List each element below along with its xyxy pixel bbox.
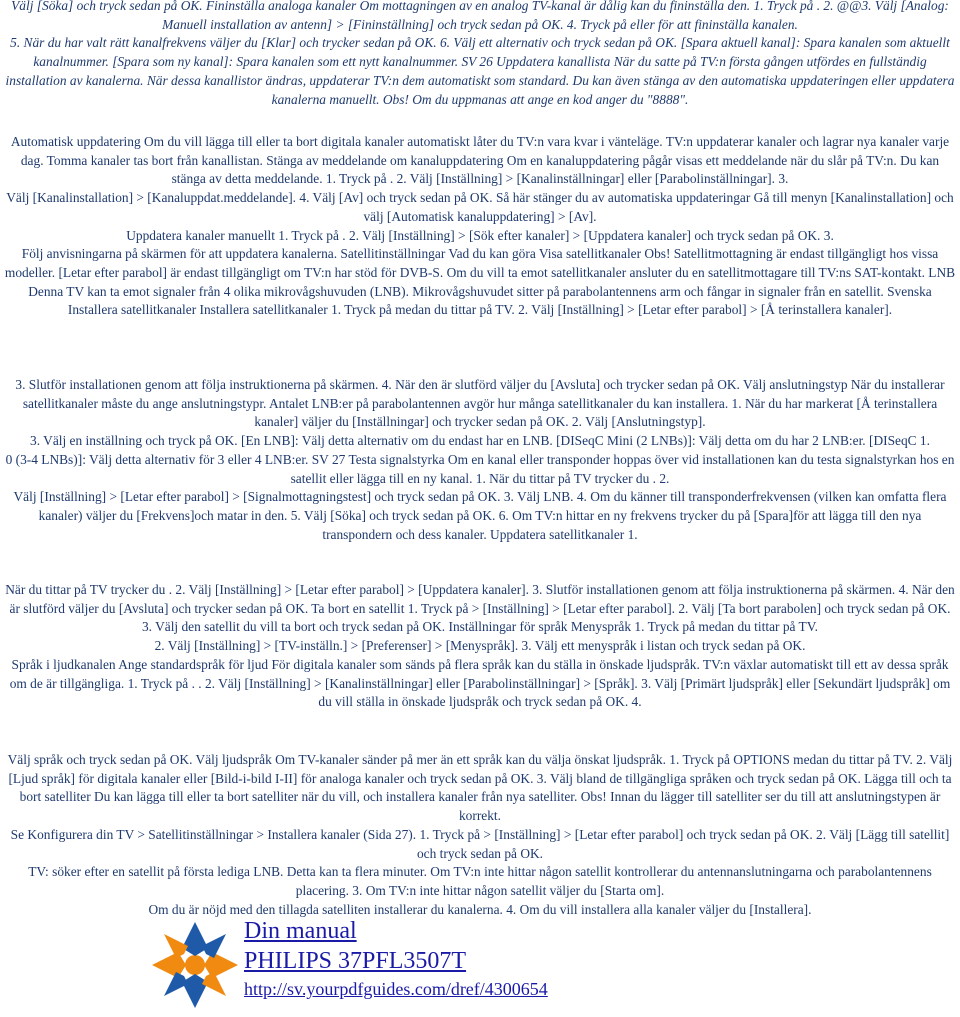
paragraph: Välj [Kanalinstallation] > [Kanaluppdat.meddelande]. 4. Välj [Av] och tryck sedan på OK. Så här stänger du av automatiska uppdateringar Gå till menyn [Kanalinstallation] och välj [Automatisk kanaluppdatering] > [Av]. [6,190,954,224]
section-language-settings [4,581,956,712]
section-connection-type [4,376,956,544]
paragraph: Uppdatera kanaler manuellt 1. Tryck på . 2. Välj [Inställning] > [Sök efter kanaler] > [Uppdatera kanaler] och tryck sedan på OK. 3. [126,227,834,243]
product-link[interactable]: PHILIPS 37PFL3507T [244,948,467,974]
paragraph: Se Konfigurera din TV > Satellitinställningar > Installera kanaler (Sida 27). 1. Tryck på > [Inställning] > [Letar efter parabol] och tryck sedan på OK. 2. Välj [Lägg till satellit] och tryck sedan på OK. [10,826,950,861]
paragraph: När du tittar på TV trycker du . 2. Välj [Inställning] > [Letar efter parabol] > [Uppdatera kanaler]. 3. Slutför installationen genom att följa instruktionerna på skärmen. 4. När den är slutförd väljer du [Avsluta] och trycker sedan på OK. Ta bort en satellit 1. Tryck på > [Inställning] > [Letar efter parabol]. 2. Välj [Ta bort parabolen] och tryck sedan på OK. 3. Välj den satellit du vill ta bort och tryck sedan på OK. Inställningar för språk Menyspråk 1. Tryck på medan du tittar på TV. [5,582,955,635]
paragraph: 3. Välj en inställning och tryck på OK. [En LNB]: Välj detta alternativ om du endast har en LNB. [DISeqC Mini (2 LNBs)]: Välj detta om du har 2 LNB:er. [DISeqC 1. [30,433,930,449]
paragraph: Automatisk uppdatering Om du vill lägga till eller ta bort digitala kanaler automatiskt låter du TV:n vara kvar i vänteläge. TV:n uppdaterar kanaler och lagrar nya kanaler varje dag. Tomma kanaler tas bort från kanallistan. Stänga av meddelande om kanaluppdatering Om en kanaluppdatering pågår visas ett meddelande när du slår på TV:n. Du kan stänga av detta meddelande. 1. Tryck på . 2. Välj [Inställning] > [Kanalinställningar] eller [Parabolinställningar]. 3. [10,134,950,187]
paragraph: 2. Välj [Inställning] > [TV-inställn.] > [Preferenser] > [Menyspråk]. 3. Välj ett menyspråk i listan och tryck sedan på OK. [154,638,806,654]
paragraph: Välj [Söka] och tryck sedan på OK. Fininställa analoga kanaler Om mottagningen av en analog TV-kanal är dålig kan du fininställa den. 1. Tryck på . 2. @@3. Välj [Analog: Manuell installation av antenn] > [Fininställning] och tryck sedan på OK. 4. Tryck på eller för att fininställa kanalen. [11,0,949,32]
paragraph: Välj [Inställning] > [Letar efter parabol] > [Signalmottagningstest] och tryck sedan på OK. 3. Välj LNB. 4. Om du känner till transponderfrekvensen (vilken kan omfatta flera kanaler) väljer du [Frekvens]och matar in den. 5. Välj [Söka] och tryck sedan på OK. 6. Om TV:n hittar en ny frekvens trycker du på [Spara]för att lägga till den nya transpondern och dess kanaler. Uppdatera satellitkanaler 1. [13,489,947,542]
section-fine-tuning [4,0,956,109]
paragraph: 3. Slutför installationen genom att följa instruktionerna på skärmen. 4. När den är slutförd väljer du [Avsluta] och trycker sedan på OK. Välj anslutningstyp När du installerar satellitkanaler måste du ange anslutningstypr. Antalet LNB:er på parabolantennen avgör hur många satellitkanaler du kan installera. 1. När du har markerat [Å terinstallera kanaler] väljer du [Inställningar] och trycker sedan på OK. 2. Välj [Anslutningstyp]. [15,377,945,430]
paragraph: Om du är nöjd med den tillagda satelliten installerar du kanalerna. 4. Om du vill installera alla kanaler väljer du [Installera]. [148,901,812,917]
paragraph: 0 (3-4 LNBs)]: Välj detta alternativ för 3 eller 4 LNB:er. SV 27 Testa signalstyrka Om en kanal eller transponder hoppas över vid installationen kan du testa signalstyrkan hos en satellit eller lägga till en ny kanal. 1. När du tittar på TV trycker du . 2. [5,451,955,486]
pdf-guide-logo-icon [150,920,240,1010]
paragraph: TV: söker efter en satellit på första lediga LNB. Detta kan ta flera minuter. Om TV:n inte hittar någon satellit kontrollerar du antennanslutningarna och parabolantennens placering. 3. Om TV:n inte hittar någon satellit väljer du [Starta om]. [28,864,932,898]
section-satellites [4,751,956,919]
paragraph: 5. När du har valt rätt kanalfrekvens väljer du [Klar] och trycker sedan på OK. 6. Välj ett alternativ och tryck sedan på OK. [Spara aktuell kanal]: Spara kanalen som aktuellt kanalnummer. [Spara som ny kanal]: Spara kanalen som ett nytt kanalnummer. SV 26 Uppdatera kanallista När du satte på TV:n första gången utfördes en fullständig installation av kanalerna. När dessa kanallistor ändras, uppdaterar TV:n dem automatiskt som standard. Du kan även stänga av den automatiska uppdateringen eller uppdatera kanalerna manuellt. Obs! Om du uppmanas att ange en kod anger du "8888". [5,35,955,107]
paragraph: Välj språk och tryck sedan på OK. Välj ljudspråk Om TV-kanaler sänder på mer än ett språk kan du välja önskat ljudspråk. 1. Tryck på OPTIONS medan du tittar på TV. 2. Välj [Ljud språk] för digitala kanaler eller [Bild-i-bild I-II] för analoga kanaler och tryck sedan på OK. 3. Välj bland de tillgängliga språken och tryck sedan på OK. Lägga till och ta bort satelliter Du kan lägga till eller ta bort satelliter när du vill, och installera kanaler från nya satelliter. Obs! Innan du lägger till satelliter ser du till att anslutningstypen är korrekt. [7,752,953,824]
url-link[interactable]: http://sv.yourpdfguides.com/dref/4300654 [244,979,548,999]
paragraph: Språk i ljudkanalen Ange standardspråk för ljud För digitala kanaler som sänds på flera språk kan du ställa in önskade ljudspråk. TV:n växlar automatiskt till ett av dessa språk om de är tillgängliga. 1. Tryck på . . 2. Välj [Inställning] > [Kanalinställningar] eller [Parabolinställningar] > [Språk]. 3. Välj [Primärt ljudspråk] eller [Sekundärt ljudspråk] om du vill ställa in önskade ljudspråk och tryck sedan på OK. 4. [9,656,951,710]
footer-links [244,916,548,1002]
footer [0,916,960,1016]
manual-link[interactable]: Din manual [244,918,357,944]
paragraph: Följ anvisningarna på skärmen för att uppdatera kanalerna. Satellitinställningar Vad du kan göra Visa satellitkanaler Obs! Satellitmottagning är endast tillgängligt hos vissa modeller. [Letar efter parabol] är endast tillgängligt om TV:n har stöd för DVB-S. Om du vill ta emot satellitkanaler ansluter du en satellitmottagare till TV:ns SAT-kontakt. LNB Denna TV kan ta emot signaler från 4 olika mikrovågshuvuden (LNB). Mikrovågshuvudet sitter på parabolantennens arm och fångar in signaler från en satellit. Svenska Installera satellitkanaler Installera satellitkanaler 1. Tryck på medan du tittar på TV. 2. Välj [Inställning] > [Letar efter parabol] > [Å terinstallera kanaler]. [4,246,956,318]
section-channel-update [4,133,956,320]
